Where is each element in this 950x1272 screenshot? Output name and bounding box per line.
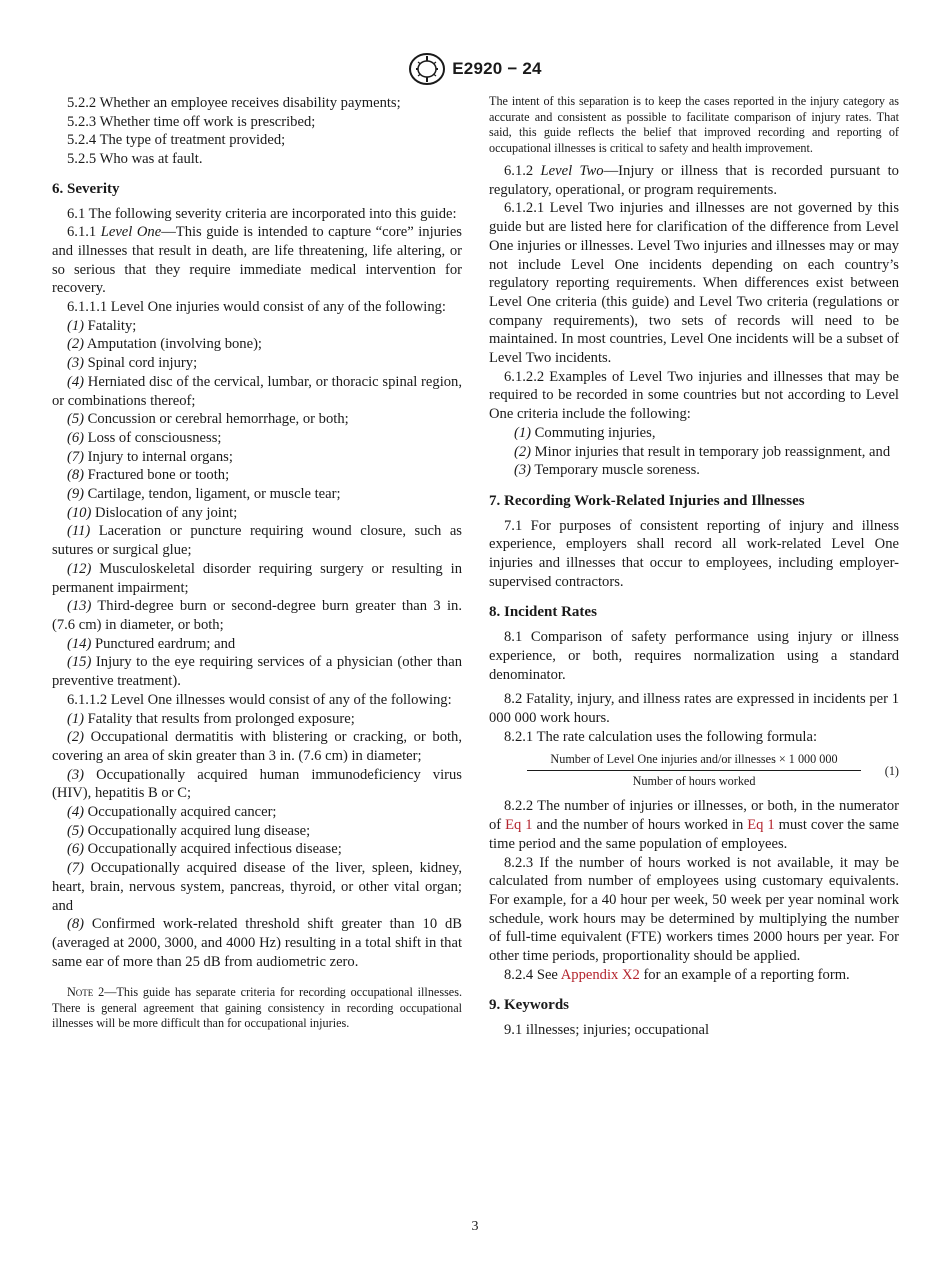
section-7-title: 7. Recording Work-Related Injuries and Illnesses [489, 492, 805, 509]
list-item: (4) Occupationally acquired cancer; [67, 804, 277, 821]
paragraph-8-2-2: 8.2.2 The number of injuries or illnesses, or both, in the numerator of Eq 1 and the number of hours worked in Eq 1 must cover the same time period and the same population of employees. [489, 798, 899, 852]
page-header [0, 52, 950, 86]
equation-1 [489, 752, 899, 789]
paragraph-9-1: 9.1 illnesses; injuries; occupational [504, 1022, 710, 1039]
paragraph-text: —Injury or illness that is recorded pursuant to regulatory, operational, or program requirements. [489, 163, 899, 198]
paragraph-5-2-5: 5.2.5 Who was at fault. [67, 151, 203, 168]
paragraph-6-1: 6.1 The following severity criteria are incorporated into this guide: [67, 205, 457, 222]
paragraph-6-1-1-2: 6.1.1.2 Level One illnesses would consist of any of the following: [67, 691, 452, 708]
paragraph-8-2-4: 8.2.4 See Appendix X2 for an example of a reporting form. [504, 966, 850, 983]
list-item: (2) Minor injuries that result in temporary job reassignment, and [514, 443, 891, 460]
list-item: (9) Cartilage, tendon, ligament, or muscle tear; [67, 486, 341, 503]
list-item: (5) Concussion or cerebral hemorrhage, or both; [67, 411, 349, 428]
paragraph-text: —This guide is intended to capture “core” injuries and illnesses that result in death, are life threatening, life altering, or so serious that they require immediate medical intervention for recovery. [52, 224, 462, 297]
paragraph-8-2: 8.2 Fatality, injury, and illness rates are expressed in incidents per 1 000 000 work hours. [489, 691, 899, 726]
note-label: Note 2 [67, 985, 105, 1000]
formula-denominator: Number of hours worked [632, 774, 756, 789]
formula-numerator: Number of Level One injuries and/or illnesses × 1 000 000 [527, 752, 861, 771]
appendix-x2-link[interactable]: Appendix X2 [560, 966, 640, 983]
list-item: (13) Third-degree burn or second-degree burn greater than 3 in. (7.6 cm) in diameter, or both; [52, 598, 462, 633]
formula-fraction [527, 752, 861, 789]
list-item: (8) Fractured bone or tooth; [67, 467, 230, 484]
list-item: (3) Spinal cord injury; [67, 355, 198, 372]
list-item: (1) Fatality; [67, 317, 137, 334]
section-9-title: 9. Keywords [489, 997, 569, 1014]
section-6-title: 6. Severity [52, 180, 120, 197]
designation-title: E2920 − 24 [452, 59, 542, 78]
list-item: (7) Injury to internal organs; [67, 448, 233, 465]
right-column [489, 94, 899, 1040]
left-column [52, 94, 462, 1032]
list-item: (6) Occupationally acquired infectious disease; [67, 841, 342, 858]
list-item: (3) Occupationally acquired human immunodeficiency virus (HIV), hepatitis B or C; [52, 766, 462, 802]
list-item: (1) Commuting injuries, [514, 424, 656, 441]
list-item: (11) Laceration or puncture requiring wound closure, such as sutures or surgical glue; [52, 523, 462, 559]
paragraph-5-2-4: 5.2.4 The type of treatment provided; [67, 132, 286, 149]
section-8-title: 8. Incident Rates [489, 604, 597, 621]
paragraph-7-1: 7.1 For purposes of consistent reporting of injury and illness experience, employers shall record all work-related Level One injuries and illnesses that occur to employees, including employer-supervised contractors. [489, 517, 899, 590]
list-item: (15) Injury to the eye requiring services of a physician (other than preventive treatment). [52, 654, 462, 690]
illness-list [52, 710, 462, 972]
paragraph-5-2-2: 5.2.2 Whether an employee receives disability payments; [67, 95, 401, 111]
note-text: —This guide has separate criteria for recording occupational illnesses. There is general agreement that gaining consistency in recording occupational illnesses will be more difficult than for occupational injuries. [52, 985, 463, 1031]
injury-list [52, 317, 462, 691]
page-number: 3 [471, 1219, 479, 1234]
astm-logo-icon [408, 52, 446, 86]
paragraph-8-2-1: 8.2.1 The rate calculation uses the following formula: [504, 728, 818, 745]
term-level-one: Level One [100, 224, 162, 241]
list-item: (14) Punctured eardrum; and [67, 635, 236, 652]
list-item: (1) Fatality that results from prolonged exposure; [67, 710, 355, 727]
list-item: (10) Dislocation of any joint; [67, 504, 238, 521]
list-item: (12) Musculoskeletal disorder requiring surgery or resulting in permanent impairment; [52, 560, 462, 596]
list-item: (7) Occupationally acquired disease of the liver, spleen, kidney, heart, brain, nervous system, pancreas, thyroid, or other vital organ; and [52, 860, 462, 914]
list-item: (2) Occupational dermatitis with blistering or cracking, or both, covering an area of skin greater than 3 in. (7.6 cm) in diameter; [52, 729, 462, 764]
list-item: (8) Confirmed work-related threshold shift greater than 10 dB (averaged at 2000, 3000, and 4000 Hz) resulting in a total shift in that same ear of more than 25 dB from audiometric zero. [52, 916, 462, 970]
paragraph-number: 6.1.2 [504, 163, 541, 179]
paragraph-8-2-3: 8.2.3 If the number of hours worked is not available, it may be calculated from number of employees using customary equivalents. For example, for a 40 hour per week, 50 week per year nominal work schedule, work hours may be determined by multiplying the number of full-time equivalent (FTE) workers times 2000 hours per year. For other time periods, proportionality should be applied. [489, 854, 899, 965]
list-item: (2) Amputation (involving bone); [67, 336, 262, 353]
paragraph-6-1-1 [52, 223, 462, 298]
eq-1-link[interactable]: Eq 1 [747, 817, 775, 834]
note-2-continued: The intent of this separation is to keep the cases reported in the injury category as accurate and consistent as possible to facilitate comparison of injury rates. That said, this guide reflects the belief that improved recording and reporting of occupational illnesses is critical to safety and health improvement. [489, 94, 899, 155]
list-item: (4) Herniated disc of the cervical, lumbar, or thoracic spinal region, or combinations thereof; [52, 373, 462, 409]
note-2 [52, 985, 462, 1032]
paragraph-8-1: 8.1 Comparison of safety performance using injury or illness experience, or both, requires normalization using a standard denominator. [489, 629, 899, 683]
equation-number: (1) [884, 763, 899, 778]
paragraph-6-1-2 [489, 162, 899, 199]
paragraph-5-2-3: 5.2.3 Whether time off work is prescribed; [67, 113, 316, 130]
eq-1-link[interactable]: Eq 1 [505, 817, 533, 834]
paragraph-6-1-2-2: 6.1.2.2 Examples of Level Two injuries and illnesses that may be required to be recorded in some countries but not according to Level One criteria include the following: [489, 368, 899, 423]
list-item: (6) Loss of consciousness; [67, 429, 222, 446]
list-item: (3) Temporary muscle soreness. [514, 462, 700, 479]
paragraph-number: 6.1.1 [67, 224, 101, 241]
term-level-two: Level Two [540, 163, 604, 179]
paragraph-6-1-2-1: 6.1.2.1 Level Two injuries and illnesses are not governed by this guide but are listed here for clarification of the difference from Level One injuries or illnesses. Level Two injuries and illnesses may or may not include Level One incidents depending on each country’s regulatory reporting requirements. When differences exist between Level One criteria (this guide) and Level Two criteria (regulations or company requirements), two sets of records will need to be maintained. In most countries, Level One incidents will be a subset of Level Two incidents. [489, 200, 899, 367]
paragraph-6-1-1-1: 6.1.1.1 Level One injuries would consist of any of the following: [67, 299, 446, 316]
level-two-list [489, 424, 899, 480]
list-item: (5) Occupationally acquired lung disease; [67, 822, 311, 839]
